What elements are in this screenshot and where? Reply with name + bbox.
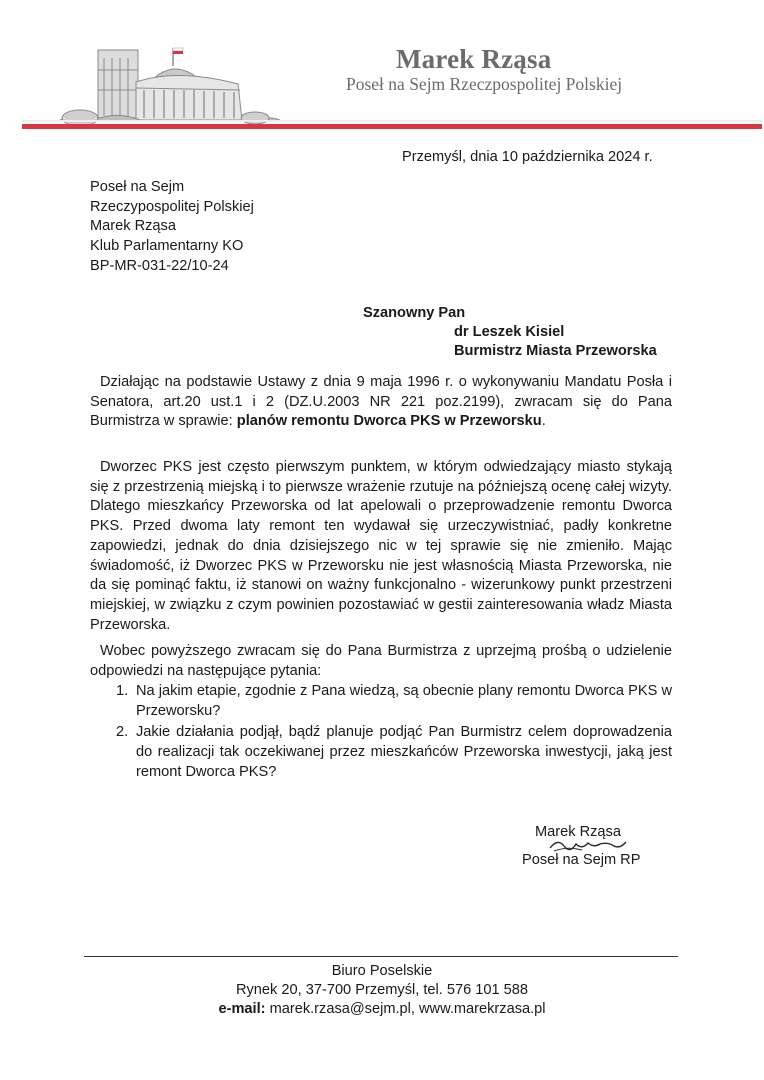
- addressee-title: Burmistrz Miasta Przeworska: [454, 343, 657, 359]
- sejm-building-logo: [60, 40, 280, 130]
- signature-name: Marek Rząsa: [535, 824, 621, 840]
- addressee-name: dr Leszek Kisiel: [454, 324, 565, 340]
- footer-office: Biuro Poselskie: [331, 963, 433, 979]
- footer-email-label: e-mail:: [218, 1001, 266, 1017]
- addressee-salutation: Szanowny Pan: [363, 305, 466, 321]
- sender-line: Poseł na Sejm: [90, 179, 185, 195]
- paragraph-intro-subject: planów remontu Dworca PKS w Przeworsku: [236, 413, 542, 430]
- date-line: Przemyśl, dnia 10 października 2024 r.: [402, 149, 653, 165]
- sender-line: Rzeczypospolitej Polskiej: [90, 198, 254, 215]
- letterhead-subtitle: Poseł na Sejm Rzeczpospolitej Polskiej: [346, 74, 623, 94]
- sender-line: Klub Parlamentarny KO: [90, 238, 244, 255]
- list-item: [116, 682, 672, 721]
- paragraph-body: Dworzec PKS jest często pierwszym punktem, w którym odwiedzający miasto stykają się z przestrzenią miejską i to pierwsze wrażenie rzutuje na późniejszą ocenę całej wizyty. Dlatego mieszkańcy Przeworska od lat apelowali o przeprowadzenie remontu Dworca PKS. Przed dwoma laty remont ten wydawał się urzeczywistniać, padły konkretne zapowiedzi, jednak do dnia dzisiejszego nic w tej sprawie się nie zmieniło. Mając świadomość, iż Dworzec PKS w Przeworsku nie jest własnością Miasta Przeworska, nie da się pominąć faktu, iż stanowi on ważny funkcjonalno - wizerunkowy punkt przestrzeni miejskiej, w związku z czym powinien pozostawiać w gestii zainteresowania władz Miasta Przeworska.: [90, 459, 672, 633]
- signature-title: Poseł na Sejm RP: [522, 852, 641, 868]
- list-item-number: 2.: [116, 724, 129, 741]
- sender-line: Marek Rząsa: [90, 218, 176, 235]
- footer-email-links: marek.rzasa@sejm.pl, www.marekrzasa.pl: [265, 1001, 546, 1017]
- letterhead-divider-shadow: [22, 120, 762, 122]
- footer-contacts: [0, 1000, 764, 1020]
- paragraph-intro-text: Działając na podstawie Ustawy z dnia 9 maja 1996 r. o wykonywaniu Mandatu Posła i Senatora, art.20 ust.1 i 2 (DZ.U.2003 NR 221 poz.2199), zwracam się do Pana Burmistrza w sprawie:: [90, 374, 672, 430]
- letterhead-red-divider: [22, 124, 762, 129]
- list-item-number: 1.: [116, 683, 129, 699]
- sender-reference-number: BP-MR-031-22/10-24: [90, 257, 229, 274]
- paragraph-intro: [90, 373, 672, 432]
- list-item: [116, 723, 672, 782]
- footer-address: Rynek 20, 37-700 Przemyśl, tel. 576 101 588: [235, 982, 529, 998]
- footer-divider: [84, 956, 678, 957]
- sender-block: [90, 178, 254, 277]
- list-item-text: Na jakim etapie, zgodnie z Pana wiedzą, są obecnie plany remontu Dworca PKS w Przeworsku?: [136, 683, 672, 719]
- letterhead-name: Marek Rząsa: [396, 44, 552, 74]
- paragraph-intro-end: .: [541, 413, 546, 430]
- list-item-text: Jakie działania podjął, bądź planuje podjąć Pan Burmistrz celem doprowadzenia do realizacji tak oczekiwanej przez mieszkańców Przeworska inwestycji, jaką jest remont Dworca PKS?: [136, 724, 672, 780]
- questions-list: [116, 682, 672, 785]
- paragraph-request: Wobec powyższego zwracam się do Pana Burmistrza z uprzejmą prośbą o udzielenie odpowiedzi na następujące pytania:: [90, 643, 672, 679]
